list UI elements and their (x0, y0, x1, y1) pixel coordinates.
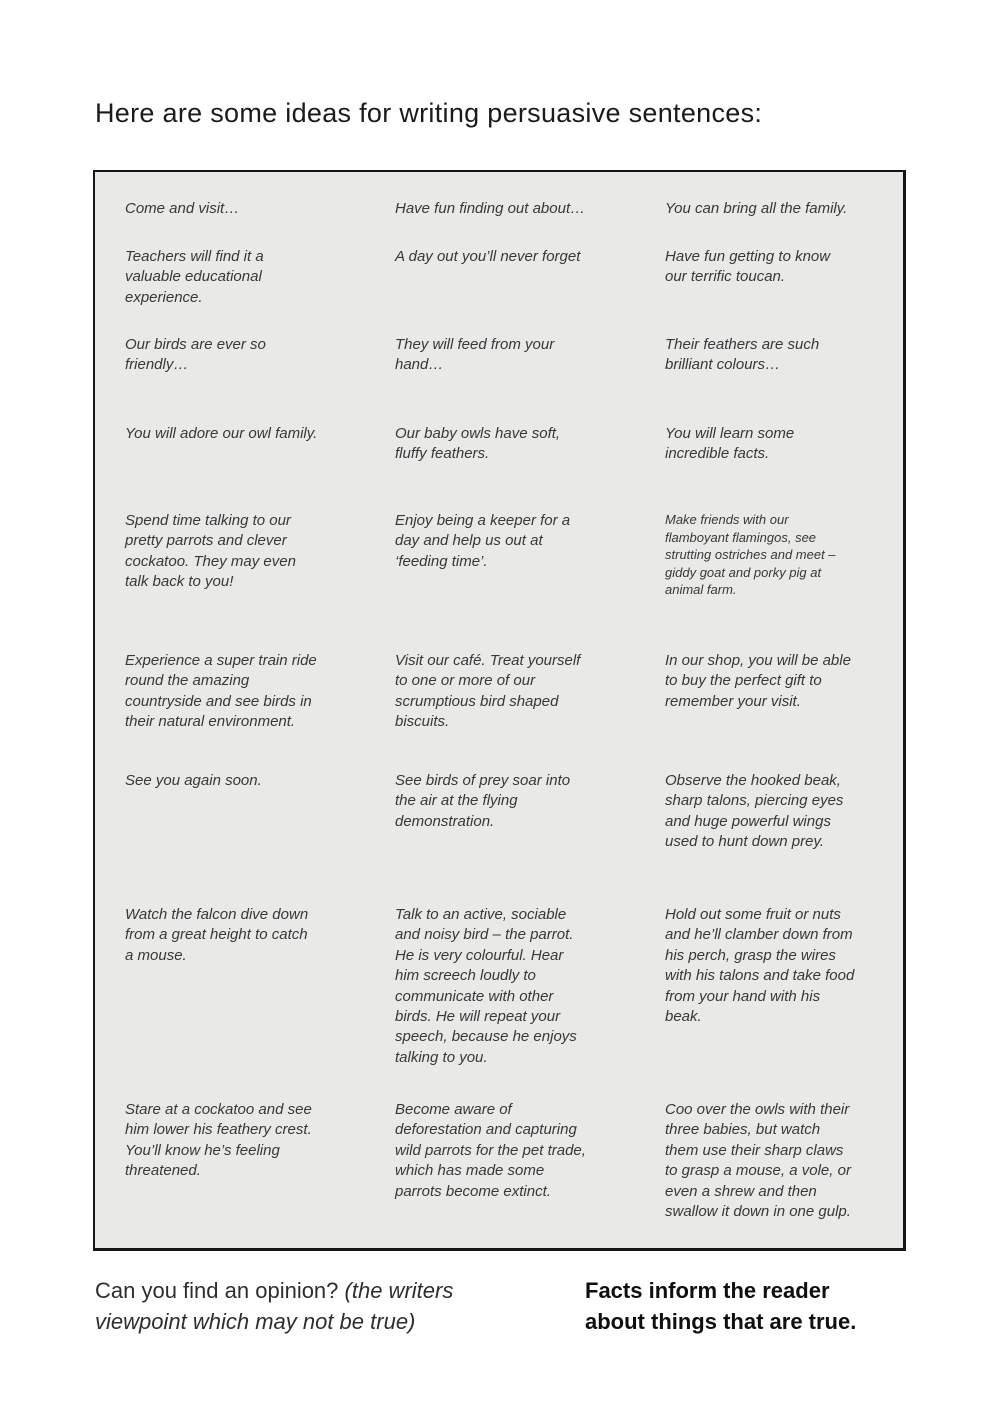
idea-text: Watch the falcon dive down from a great height to catch a mouse. (125, 906, 309, 964)
ideas-row (125, 424, 903, 511)
idea-cell (125, 335, 395, 376)
idea-text: Have fun finding out about… (395, 200, 586, 217)
idea-cell (665, 199, 905, 219)
idea-cell (125, 247, 395, 308)
idea-text: You can bring all the family. (665, 200, 848, 217)
idea-text: Hold out some fruit or nuts and he’ll clamber down from his perch, grasp the wires with his talons and take food from your hand with his beak. (665, 906, 855, 1026)
idea-text: You will learn some incredible facts. (665, 425, 795, 463)
idea-cell (395, 247, 665, 267)
idea-text: Observe the hooked beak, sharp talons, piercing eyes and huge powerful wings used to hunt down prey. (665, 772, 844, 851)
idea-cell (665, 335, 905, 376)
idea-text: Teachers will find it a valuable educational experience. (125, 248, 264, 306)
idea-text: Come and visit… (125, 200, 240, 217)
ideas-row (125, 511, 903, 651)
idea-text: Visit our café. Treat yourself to one or more of our scrumptious bird shaped biscuits. (395, 652, 581, 731)
idea-cell (395, 1100, 665, 1202)
ideas-row (125, 199, 903, 247)
idea-text: Talk to an active, sociable and noisy bird – the parrot. He is very colourful. Hear him screech loudly to communicate with other birds. He will repeat your speech, because he enjoys talking to you. (395, 906, 577, 1066)
idea-cell (665, 905, 905, 1027)
idea-text: See you again soon. (125, 772, 262, 789)
idea-text: Make friends with our flamboyant flamingos, see strutting ostriches and meet – giddy goat and porky pig at animal farm. (665, 512, 836, 598)
idea-text: Stare at a cockatoo and see him lower his feathery crest. You’ll know he’s feeling threatened. (125, 1101, 312, 1180)
opinion-note (95, 1275, 515, 1337)
idea-cell (125, 771, 395, 791)
ideas-row (125, 335, 903, 424)
facts-note: Facts inform the reader about things that are true. (585, 1278, 857, 1334)
idea-cell (125, 511, 395, 593)
idea-cell (665, 247, 905, 288)
opinion-question: Can you find an opinion? (95, 1278, 345, 1303)
idea-text: Coo over the owls with their three babies, but watch them use their sharp claws to grasp a mouse, a vole, or even a shrew and then swallow it down in one gulp. (665, 1101, 851, 1221)
ideas-row (125, 771, 903, 905)
footer (95, 1275, 907, 1337)
idea-text: In our shop, you will be able to buy the perfect gift to remember your visit. (665, 652, 851, 710)
idea-cell (665, 511, 905, 599)
idea-cell (125, 651, 395, 733)
idea-cell (395, 905, 665, 1068)
idea-cell (395, 771, 665, 832)
idea-text: Our baby owls have soft, fluffy feathers. (395, 425, 561, 463)
ideas-row (125, 1100, 903, 1224)
ideas-row (125, 905, 903, 1100)
idea-cell (395, 335, 665, 376)
idea-cell (665, 651, 905, 712)
idea-cell (665, 424, 905, 465)
idea-cell (125, 199, 395, 219)
idea-cell (125, 1100, 395, 1182)
ideas-box (93, 170, 906, 1251)
page-title: Here are some ideas for writing persuasive sentences: (95, 98, 763, 128)
idea-cell (395, 651, 665, 733)
idea-cell (665, 1100, 905, 1222)
idea-text: They will feed from your hand… (395, 336, 555, 374)
idea-text: See birds of prey soar into the air at the flying demonstration. (395, 772, 571, 830)
idea-cell (125, 905, 395, 966)
ideas-row (125, 651, 903, 771)
idea-cell (125, 424, 395, 444)
ideas-grid (125, 199, 903, 1224)
idea-text: Become aware of deforestation and capturing wild parrots for the pet trade, which has made some parrots become extinct. (395, 1101, 586, 1200)
idea-text: You will adore our owl family. (125, 425, 318, 442)
idea-text: Experience a super train ride round the amazing countryside and see birds in their natural environment. (125, 652, 317, 731)
ideas-row (125, 247, 903, 335)
idea-cell (665, 771, 905, 853)
idea-cell (395, 424, 665, 465)
idea-cell (395, 511, 665, 572)
idea-text: Their feathers are such brilliant colours… (665, 336, 820, 374)
idea-text: Spend time talking to our pretty parrots and clever cockatoo. They may even talk back to you! (125, 512, 296, 591)
idea-text: A day out you’ll never forget (395, 248, 581, 265)
idea-text: Enjoy being a keeper for a day and help us out at ‘feeding time’. (395, 512, 571, 570)
opinion-clarification: (the writers viewpoint which may not be true) (95, 1278, 454, 1334)
idea-text: Have fun getting to know our terrific toucan. (665, 248, 831, 286)
idea-cell (395, 199, 665, 219)
idea-text: Our birds are ever so friendly… (125, 336, 266, 374)
